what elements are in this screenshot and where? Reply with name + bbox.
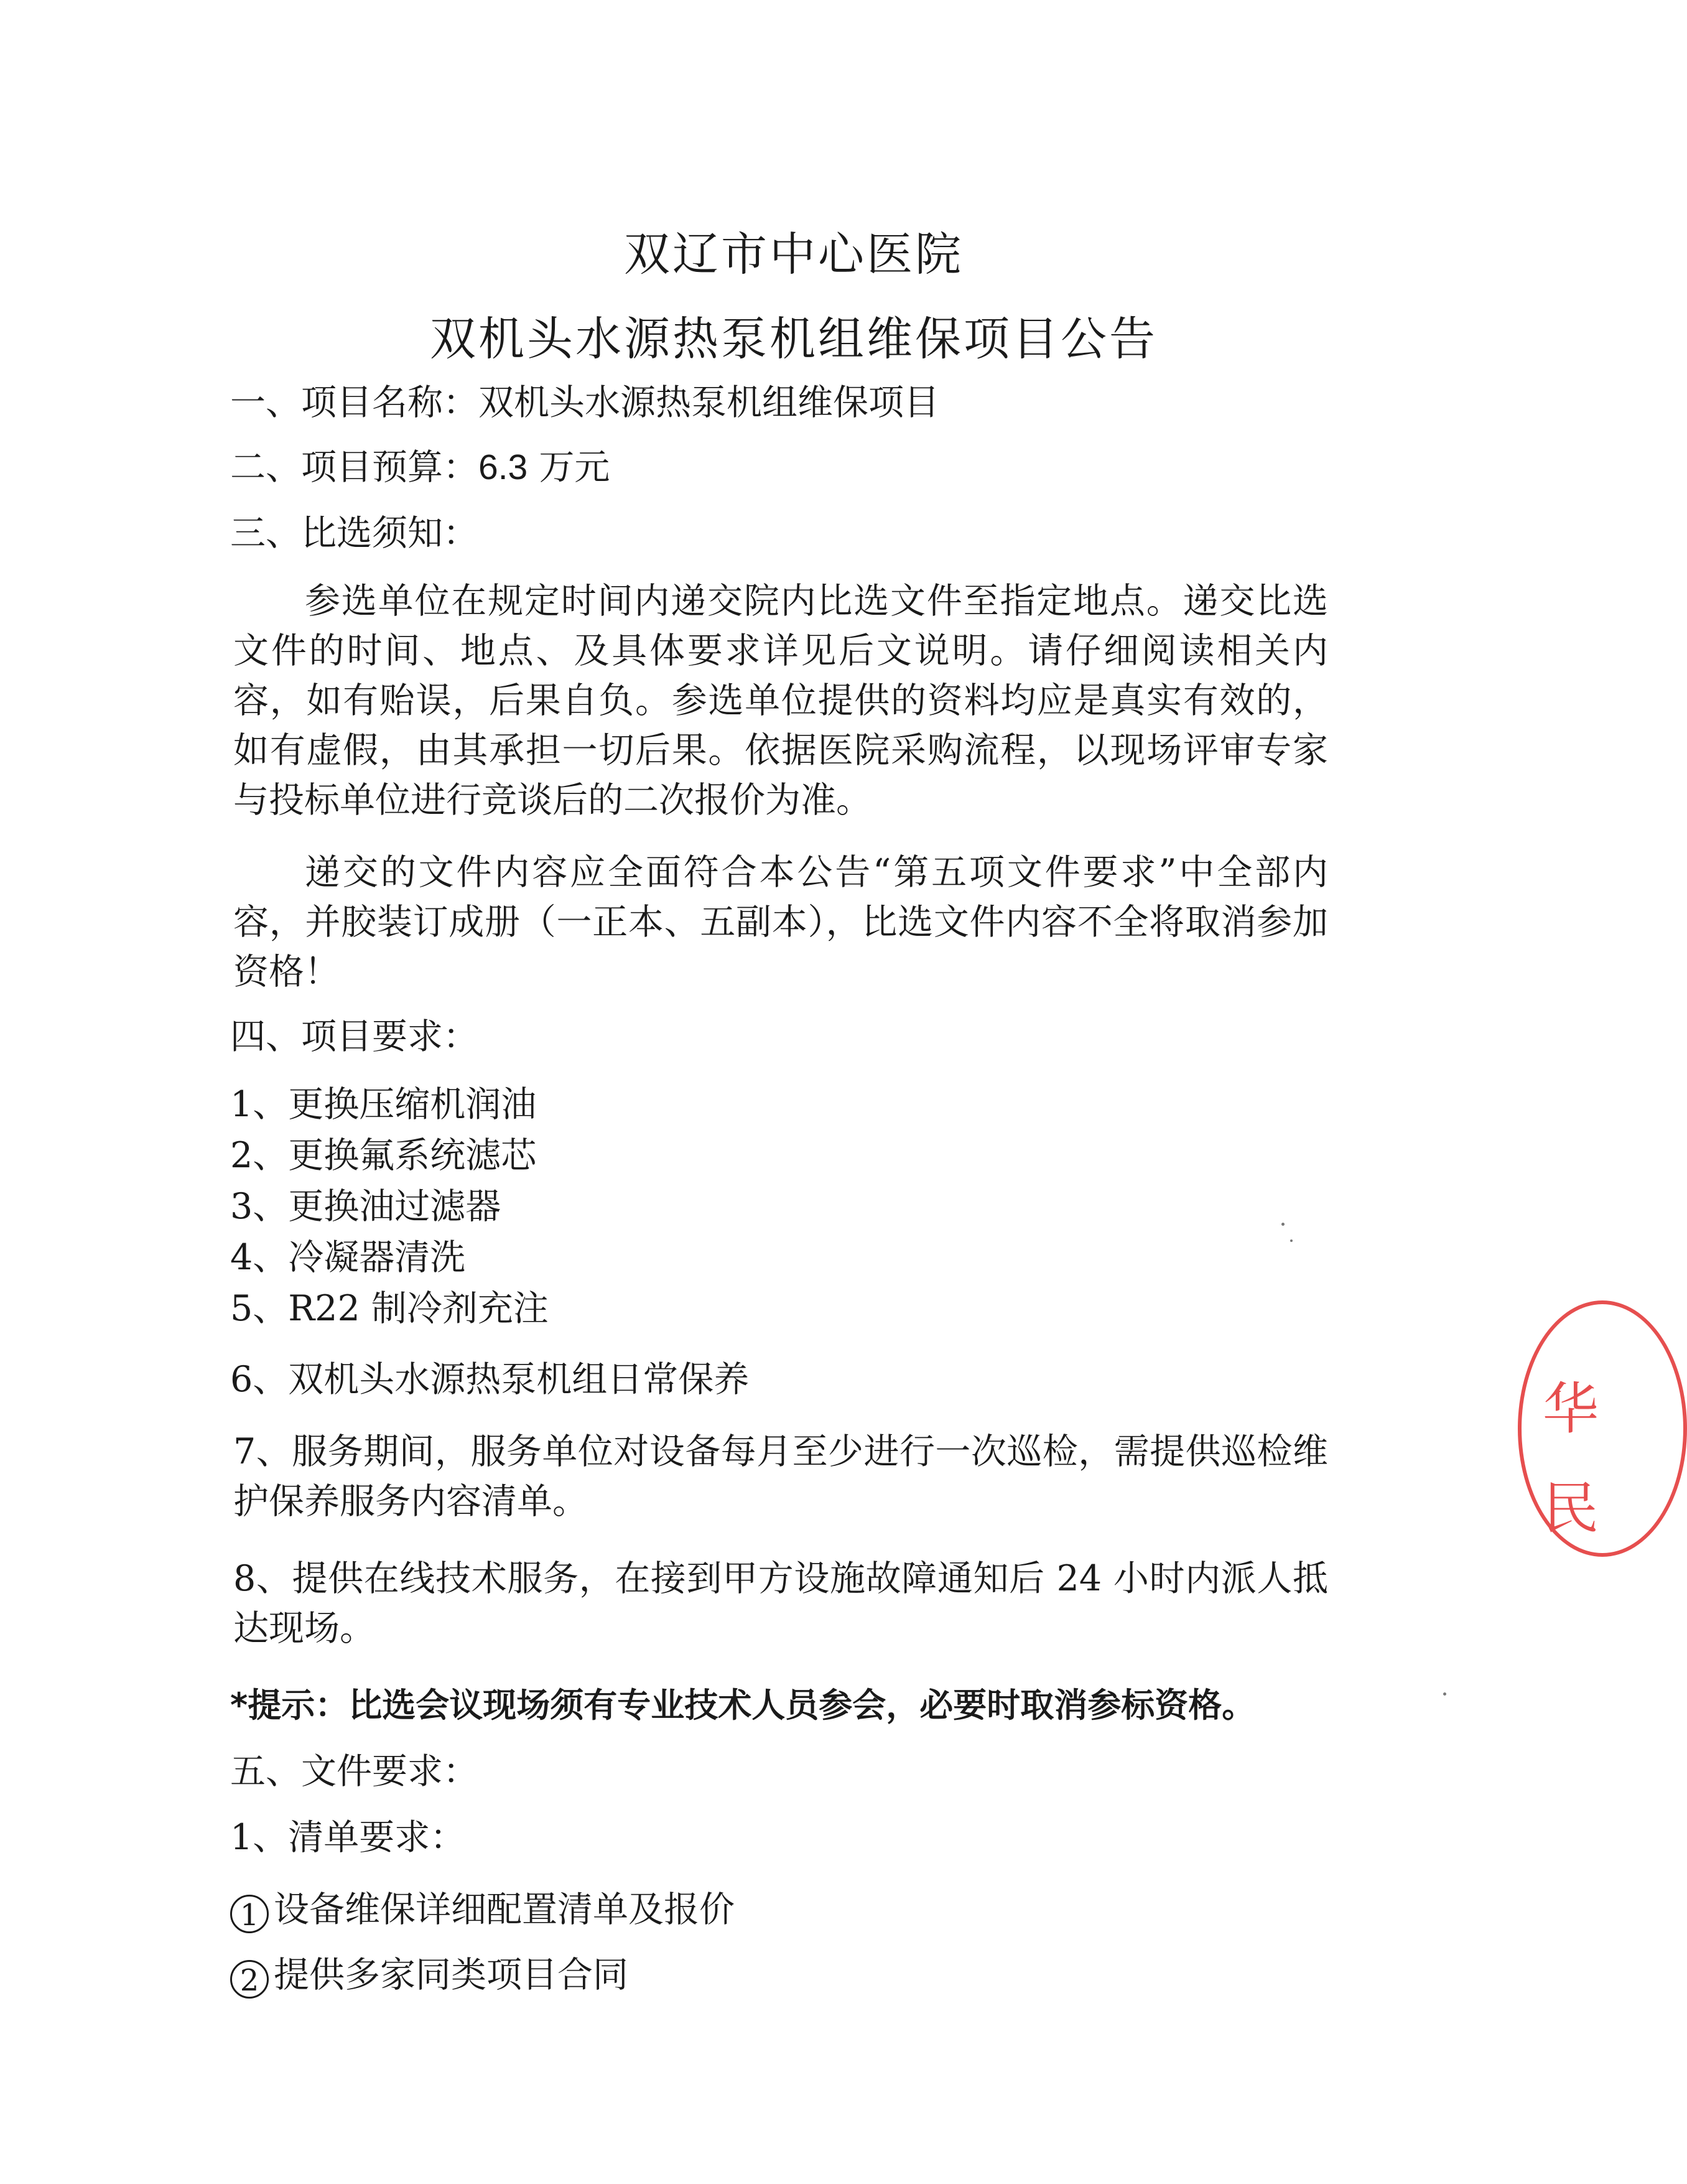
document-requirement-text: 设备维保详细配置清单及报价 bbox=[274, 1889, 735, 1930]
requirement-item: 4、冷凝器清洗 bbox=[230, 1237, 466, 1278]
section4-heading: 四、项目要求： bbox=[230, 1016, 478, 1057]
requirement-item-7: 7、服务期间，服务单位对设备每月至少进行一次巡检，需提供巡检维护保养服务内容清单。 bbox=[233, 1431, 1328, 1522]
requirement-item: 6、双机头水源热泵机组日常保养 bbox=[230, 1359, 750, 1400]
requirement-item: 3、更换油过滤器 bbox=[230, 1186, 501, 1227]
scan-speck bbox=[1281, 1223, 1285, 1226]
budget-unit: 万元 bbox=[527, 447, 610, 488]
section3-heading: 三、比选须知： bbox=[230, 513, 478, 554]
project-name-line: 一、项目名称：双机头水源热泵机组维保项目 bbox=[230, 382, 939, 423]
scan-speck bbox=[1290, 1239, 1293, 1242]
section3-paragraph-2: 递交的文件内容应全面符合本公告“第五项文件要求”中全部内容，并胶装订成册（一正本、五副本），比选文件内容不全将取消参加资格！ bbox=[233, 852, 1328, 992]
circled-number: 2 bbox=[230, 1960, 269, 1999]
document-requirement-item bbox=[230, 1885, 735, 1934]
document-requirement-item bbox=[230, 1951, 628, 1999]
requirement-item-8: 8、提供在线技术服务，在接到甲方设施故障通知后 24 小时内派人抵达现场。 bbox=[233, 1558, 1328, 1649]
official-seal-stamp bbox=[1518, 1300, 1687, 1557]
document-title-project: 双机头水源热泵机组维保项目公告 bbox=[430, 312, 1158, 366]
document-requirement-text: 提供多家同类项目合同 bbox=[274, 1954, 628, 1995]
requirement-item: 1、更换压缩机润油 bbox=[230, 1084, 537, 1125]
budget-line bbox=[230, 443, 610, 492]
notice-line: *提示：比选会议现场须有专业技术人员参会，必要时取消参标资格。 bbox=[230, 1686, 1256, 1725]
section5-heading: 五、文件要求： bbox=[230, 1751, 478, 1792]
stamp-char: 民 bbox=[1543, 1476, 1599, 1541]
document-title-hospital: 双辽市中心医院 bbox=[624, 228, 964, 281]
scan-speck bbox=[1443, 1692, 1446, 1696]
requirement-item: 2、更换氟系统滤芯 bbox=[230, 1135, 537, 1176]
list-requirement-heading: 1、清单要求： bbox=[230, 1817, 466, 1858]
requirement-item: 5、R22 制冷剂充注 bbox=[230, 1288, 549, 1329]
stamp-char: 华 bbox=[1543, 1376, 1599, 1442]
circled-number: 1 bbox=[230, 1895, 269, 1933]
section3-paragraph-1: 参选单位在规定时间内递交院内比选文件至指定地点。递交比选文件的时间、地点、及具体要求详见后文说明。请仔细阅读相关内容，如有贻误，后果自负。参选单位提供的资料均应是真实有效的，如有虚假，由其承担一切后果。依据医院采购流程，以现场评审专家与投标单位进行竞谈后的二次报价为准。 bbox=[233, 581, 1328, 821]
budget-label: 二、项目预算： bbox=[230, 447, 478, 488]
budget-amount: 6.3 bbox=[478, 447, 528, 487]
